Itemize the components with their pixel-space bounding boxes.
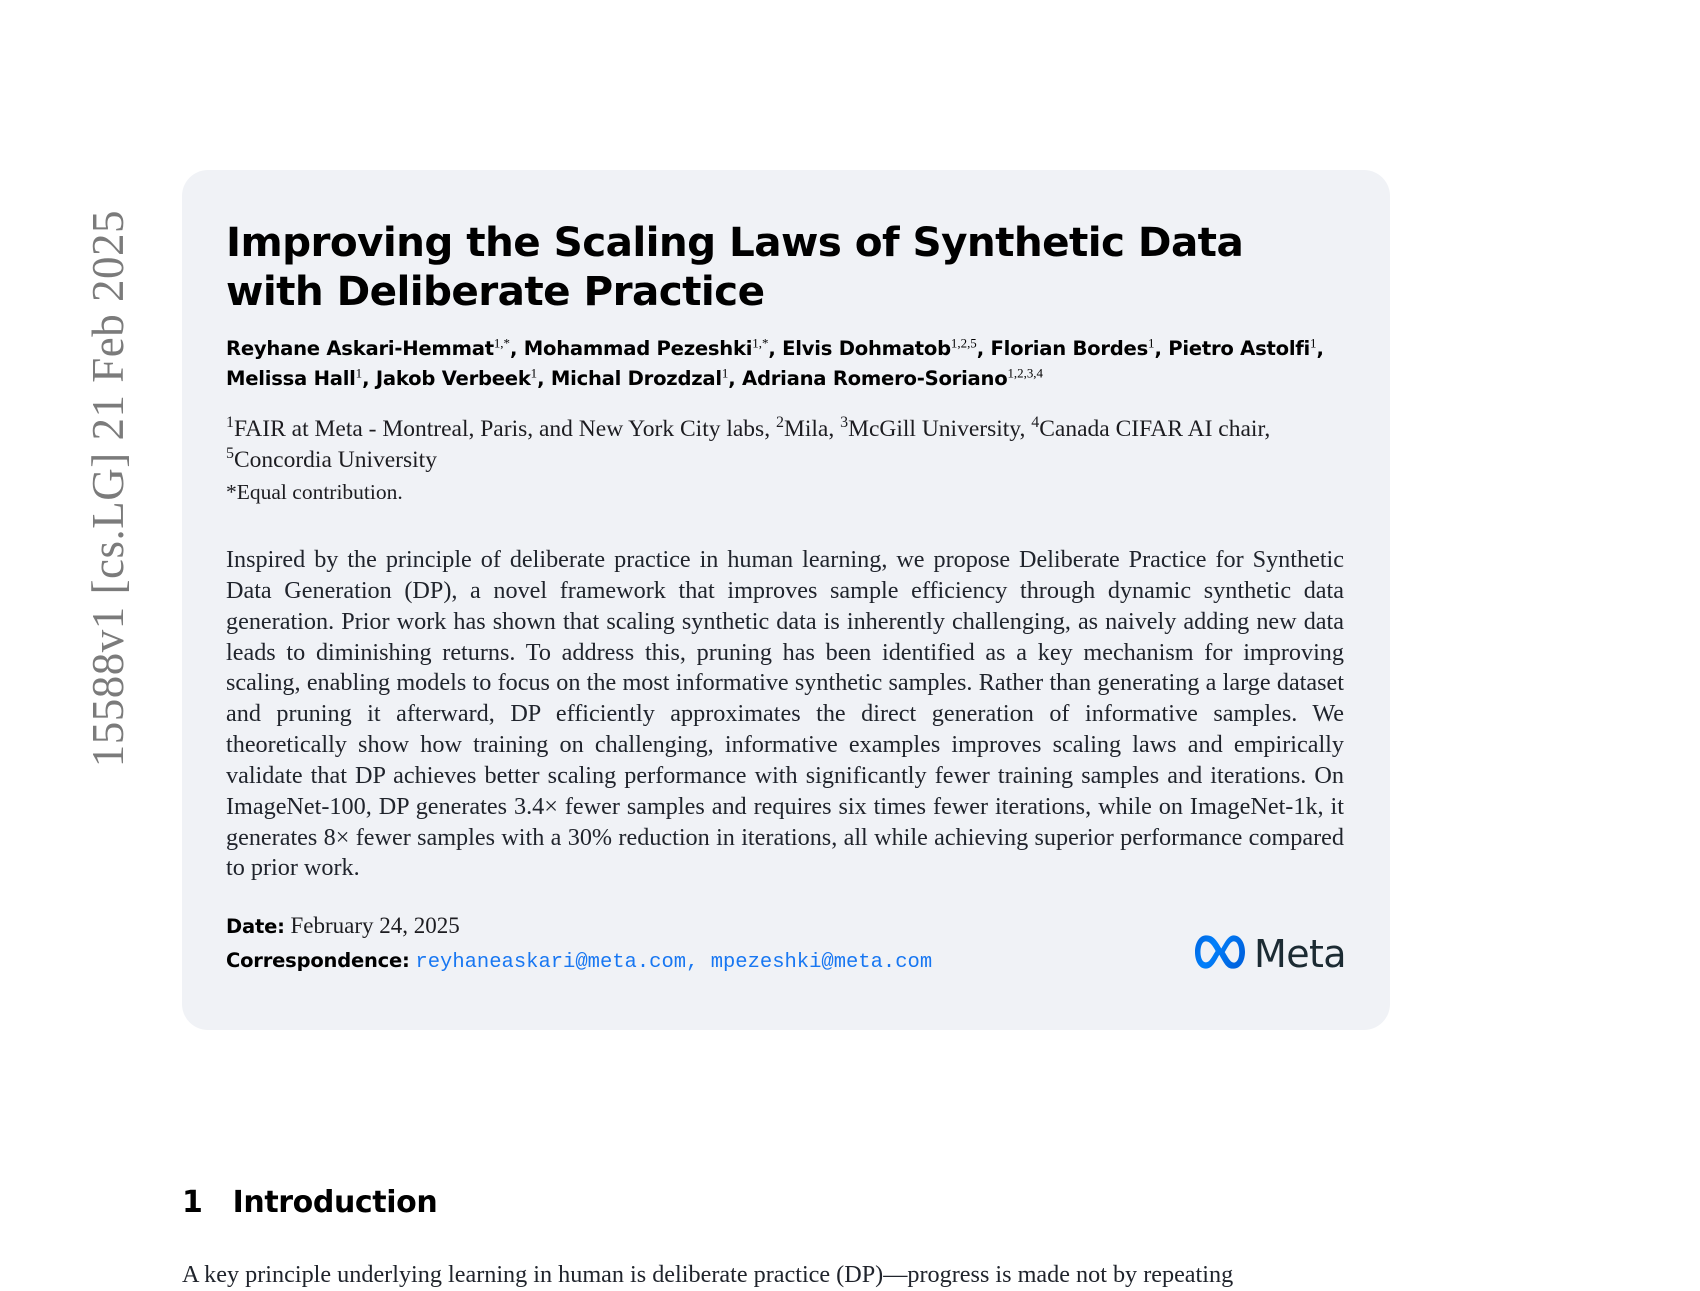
date-label: Date:: [226, 914, 285, 938]
section-title: Introduction: [232, 1184, 438, 1220]
arxiv-sidebar-stamp: 15588v1 [cs.LG] 21 Feb 2025: [83, 210, 133, 768]
correspondence-email-1[interactable]: reyhaneaskari@meta.com: [415, 950, 687, 974]
paper-title-card: [182, 170, 1390, 1030]
date-value: February 24, 2025: [290, 912, 460, 938]
email-separator: ,: [686, 950, 711, 974]
section-number: 1: [182, 1184, 203, 1220]
correspondence-email-2[interactable]: mpezeshki@meta.com: [710, 950, 933, 974]
meta-wordmark: Meta: [1254, 932, 1346, 976]
affiliation-list: $^1$FAIR at Meta - Montreal, Paris, and New York City labs, $^2$Mila, $^3$McGill University, $^4$Canada CIFAR AI chair, $^5$Concordia University: [226, 413, 1271, 473]
metadata-lines: [226, 909, 932, 978]
author-list: Reyhane Askari-Hemmat$^{1,*}$, Mohammad Pezeshki$^{1,*}$, Elvis Dohmatob$^{1,2,5}$, Florian Bordes$^1$, Pietro Astolfi$^1$, Melissa Hall$^1$, Jakob Verbeek$^1$, Michal Drozdzal$^1$, Adriana Romero-Soriano$^{1,2,3,4}$: [226, 335, 1324, 390]
date-row: [226, 909, 932, 943]
meta-logo: [1195, 932, 1346, 976]
card-footer: [226, 909, 1346, 978]
equal-contribution-note: *Equal contribution.: [226, 480, 403, 505]
correspondence-row: [226, 943, 932, 978]
meta-infinity-icon: [1195, 935, 1245, 974]
section-heading-introduction: [182, 1185, 437, 1220]
page-title: Improving the Scaling Laws of Synthetic Data with Deliberate Practice: [226, 218, 1244, 315]
correspondence-label: Correspondence:: [226, 948, 410, 972]
introduction-paragraph: A key principle underlying learning in human is deliberate practice (DP)—progress is made not by repeating: [182, 1261, 1234, 1289]
abstract-text: Inspired by the principle of deliberate practice in human learning, we propose Deliberate Practice for Synthetic Data Generation (DP), a novel framework that improves sample efficiency through dynamic synthetic data generation. Prior work has shown that scaling synthetic data is inherently challenging, as naively adding new data leads to diminishing returns. To address this, pruning has been identified as a key mechanism for improving scaling, enabling models to focus on the most informative synthetic samples. Rather than generating a large dataset and pruning it afterward, DP efficiently approximates the direct generation of informative samples. We theoretically show how training on challenging, informative examples improves scaling laws and empirically validate that DP achieves better scaling performance with significantly fewer training samples and iterations. On ImageNet-100, DP generates 3.4× fewer samples and requires six times fewer iterations, while on ImageNet-1k, it generates 8× fewer samples with a 30% reduction in iterations, all while achieving superior performance compared to prior work.: [226, 546, 1344, 882]
